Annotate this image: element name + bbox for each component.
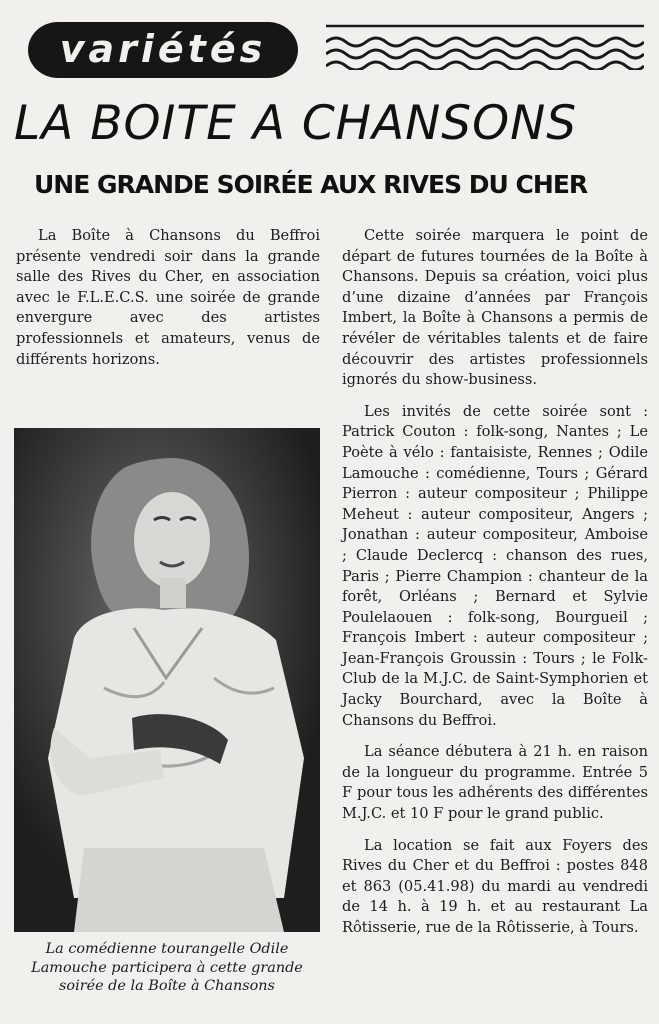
tour-paragraph: Cette soirée marquera le point de départ de futures tournées de la Boîte à Chansons. Depuis sa création, voici plus d’une dizaine d’années par François Imbert, la Boîte à Chansons a permis de révéler de véritables talents et de faire découvrir des artistes professionnels ignorés du show-business. xyxy=(342,227,648,389)
section-rubric: variétés xyxy=(28,22,298,78)
booking-paragraph: La location se fait aux Foyers des Rives du Cher et du Beffroi : postes 848 et 863 (05.41.98) du mardi au vendredi de 14 h. à 19 h. et au restaurant La Rôtisserie, rue de la Rôtisserie, à Tours. xyxy=(342,836,648,936)
left-column xyxy=(16,226,320,381)
performer-illustration xyxy=(14,428,320,932)
guests-paragraph: Les invités de cette soirée sont : Patrick Couton : folk-song, Nantes ; Le Poète à vélo : fantaisiste, Rennes ; Odile Lamouche : comédienne, Tours ; Gérard Pierron : auteur compositeur ; Philippe Meheut : auteur compositeur, Angers ; Jonathan : auteur compositeur, Amboise ; Claude Declercq : chanson des rues, Paris ; Pierre Champion : chanteur de la forêt, Orléans ; Bernard et Sylvie Poulelaouen : folk-song, Bourgueil ; François Imbert : auteur compositeur ; Jean-François Groussin : Tours ; le Folk-Club de la M.J.C. de Saint-Symphorien et Jacky Bourchard, avec la Boîte à Chansons du Beffroi. xyxy=(342,402,648,729)
wave-ornament xyxy=(326,24,644,70)
photo-caption: La comédienne tourangelle Odile Lamouche participera à cette grande soirée de la Boîte à Chansons xyxy=(31,941,303,995)
schedule-paragraph: La séance débutera à 21 h. en raison de la longueur du programme. Entrée 5 F pour tous les adhérents des différentes M.J.C. et 10 F pour le grand public. xyxy=(342,743,648,823)
right-column xyxy=(342,226,648,950)
performer-photo xyxy=(14,428,320,932)
article-headline: LA BOITE A CHANSONS xyxy=(14,96,578,151)
intro-paragraph: La Boîte à Chansons du Beffroi présente vendredi soir dans la grande salle des Rives du Cher, en association avec le F.L.E.C.S. une soirée de grande envergure avec des artistes professionnels et amateurs, venus de différents horizons. xyxy=(16,227,320,368)
article-subheadline: UNE GRANDE SOIRÉE AUX RIVES DU CHER xyxy=(34,170,588,199)
